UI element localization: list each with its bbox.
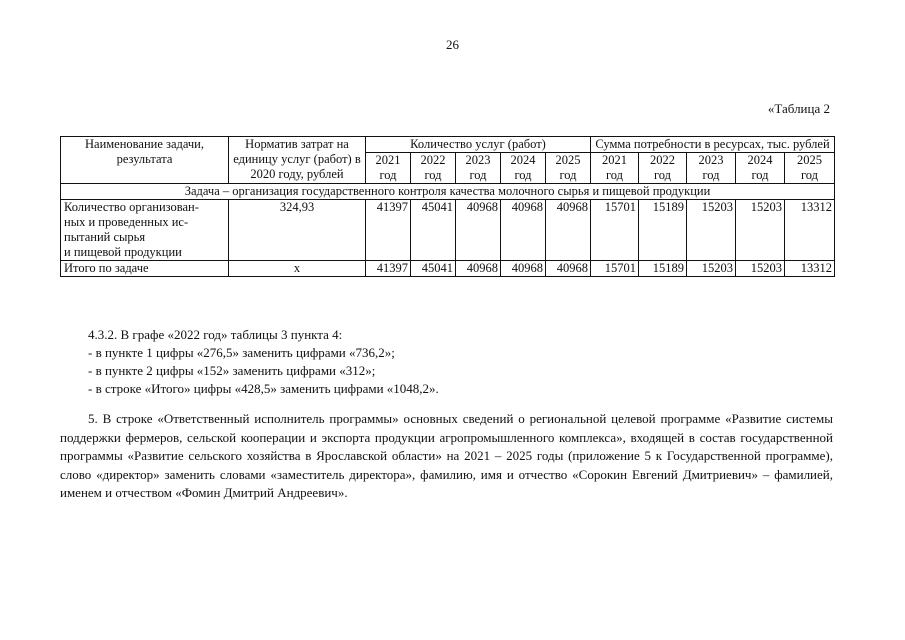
header-task: Наименование задачи, результата <box>61 137 229 184</box>
row-name: Количество организован- ных и проведенных ис- пытаний сырья и пищевой продукции <box>61 200 229 261</box>
services-cell: 40968 <box>501 261 546 277</box>
year-cell: 2025 <box>546 153 591 169</box>
row-norm: х <box>229 261 366 277</box>
services-cell: 40968 <box>546 200 591 261</box>
paragraph-5 <box>60 397 833 516</box>
resources-cell: 15203 <box>736 261 785 277</box>
year-cell: 2024 <box>736 153 785 169</box>
resources-cell: 15701 <box>591 200 639 261</box>
amendment-line: 4.3.2. В графе «2022 год» таблицы 3 пункта 4: <box>88 327 343 342</box>
services-cell: 45041 <box>411 200 456 261</box>
task-row: Задача – организация государственного контроля качества молочного сырья и пищевой продукции <box>61 184 835 200</box>
services-cell: 41397 <box>366 261 411 277</box>
services-cell: 45041 <box>411 261 456 277</box>
table-caption: «Таблица 2 <box>767 101 830 116</box>
year-unit-cell: год <box>687 168 736 184</box>
year-cell: 2021 <box>366 153 411 169</box>
resources-cell: 15203 <box>736 200 785 261</box>
row-name: Итого по задаче <box>61 261 229 277</box>
row-norm: 324,93 <box>229 200 366 261</box>
resources-cell: 13312 <box>785 200 835 261</box>
year-cell: 2023 <box>687 153 736 169</box>
table-row <box>61 200 835 261</box>
year-unit-cell: год <box>456 168 501 184</box>
header-resources: Сумма потребности в ресурсах, тыс. рублей <box>591 137 835 153</box>
services-cell: 40968 <box>456 261 501 277</box>
resources-cell: 15203 <box>687 200 736 261</box>
year-unit-cell: год <box>366 168 411 184</box>
year-cell: 2024 <box>501 153 546 169</box>
resources-cell: 15189 <box>639 200 687 261</box>
year-unit-cell: год <box>639 168 687 184</box>
resources-cell: 15203 <box>687 261 736 277</box>
resources-cell: 15189 <box>639 261 687 277</box>
page-number: 26 <box>446 37 459 52</box>
header-norm: Норматив затрат на единицу услуг (работ) в 2020 году, рублей <box>229 137 366 184</box>
year-cell: 2025 <box>785 153 835 169</box>
services-cell: 40968 <box>546 261 591 277</box>
year-cell: 2023 <box>456 153 501 169</box>
year-unit-cell: год <box>736 168 785 184</box>
year-unit-cell: год <box>785 168 835 184</box>
resource-table <box>60 136 835 277</box>
header-services: Количество услуг (работ) <box>366 137 591 153</box>
services-cell: 41397 <box>366 200 411 261</box>
paragraph-5-text: 5. В строке «Ответственный исполнитель программы» основных сведений о региональной целевой программе «Развитие системы поддержки фермеров, сельской кооперации и экспорта продукции агропромышленного комплекса», входящей в состав государственной программы «Развитие сельского хозяйства в Ярославской области» на 2021 – 2025 годы (приложение 5 к Государственной программе), слово «директор» заменить словами «заместитель директора», фамилию, имя и отчество «Сорокин Евгений Дмитриевич» – фамилией, именем и отчеством «Фомин Дмитрий Андреевич». <box>60 411 833 500</box>
amendment-line: - в пункте 1 цифры «276,5» заменить цифрами «736,2»; <box>88 345 395 360</box>
resources-cell: 13312 <box>785 261 835 277</box>
services-cell: 40968 <box>501 200 546 261</box>
year-unit-cell: год <box>546 168 591 184</box>
year-unit-cell: год <box>591 168 639 184</box>
year-cell: 2022 <box>411 153 456 169</box>
services-cell: 40968 <box>456 200 501 261</box>
amendments-list <box>88 326 833 398</box>
table-row <box>61 261 835 277</box>
year-cell: 2022 <box>639 153 687 169</box>
year-cell: 2021 <box>591 153 639 169</box>
year-unit-cell: год <box>411 168 456 184</box>
amendment-line: - в пункте 2 цифры «152» заменить цифрами «312»; <box>88 363 376 378</box>
year-unit-cell: год <box>501 168 546 184</box>
amendment-line: - в строке «Итого» цифры «428,5» заменить цифрами «1048,2». <box>88 381 439 396</box>
resources-cell: 15701 <box>591 261 639 277</box>
